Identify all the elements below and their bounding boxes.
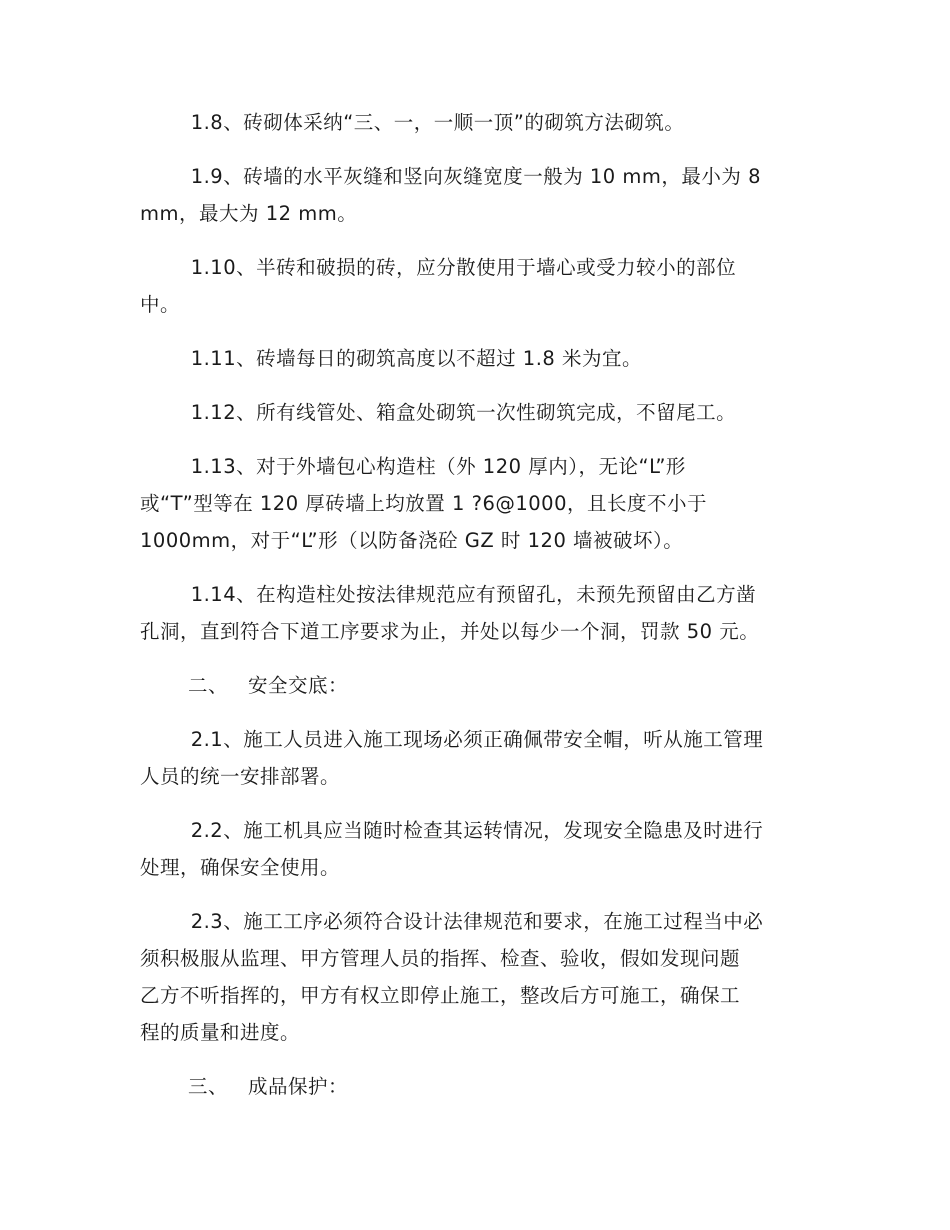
paragraph-1-11: 1.11、砖墙每日的砌筑高度以不超过 1.8 米为宜。 <box>190 347 643 370</box>
paragraph-1-9: 1.9、砖墙的水平灰缝和竖向灰缝宽度一般为 10 mm，最小为 8 mm，最大为 12 mm。 <box>140 165 762 225</box>
paragraph-1-10: 1.10、半砖和破损的砖，应分散使用于墙心或受力较小的部位 中。 <box>140 256 737 316</box>
paragraph-2-1: 2.1、施工人员进入施工现场必须正确佩带安全帽，听从施工管理 人员的统一安排部署。 <box>140 728 764 788</box>
section-heading-safety: 二、 安全交底： <box>188 674 349 697</box>
paragraph-1-12: 1.12、所有线管处、箱盒处砌筑一次性砌筑完成，不留尾工。 <box>190 401 737 424</box>
document-page <box>140 104 808 1122</box>
section-heading-protection: 三、 成品保护： <box>188 1075 349 1098</box>
paragraph-2-3: 2.3、施工工序必须符合设计法律规范和要求，在施工过程当中必 须积极服从监理、甲方管理人员的指挥、检查、验收，假如发现问题 乙方不听指挥的，甲方有权立即停止施工，整改后方可施工，确保工 程的质量和进度。 <box>140 910 764 1044</box>
paragraph-1-8: 1.8、砖砌体采纳“三、一，一顺一顶”的砌筑方法砌筑。 <box>190 111 685 134</box>
paragraph-1-13: 1.13、对于外墙包心构造柱（外 120 厚内），无论“L”形 或“T”型等在 120 厚砖墙上均放置 1 ?6@1000，且长度不小于 1000mm，对于“L”形（以防备浇砼 GZ 时 120 墙被破坏）。 <box>140 455 707 552</box>
paragraph-2-2: 2.2、施工机具应当随时检查其运转情况，发现安全隐患及时进行 处理，确保安全使用。 <box>140 819 764 879</box>
paragraph-1-14: 1.14、在构造柱处按法律规范应有预留孔，未预先预留由乙方凿 孔洞，直到符合下道工序要求为止，并处以每少一个洞，罚款 50 元。 <box>140 583 760 643</box>
